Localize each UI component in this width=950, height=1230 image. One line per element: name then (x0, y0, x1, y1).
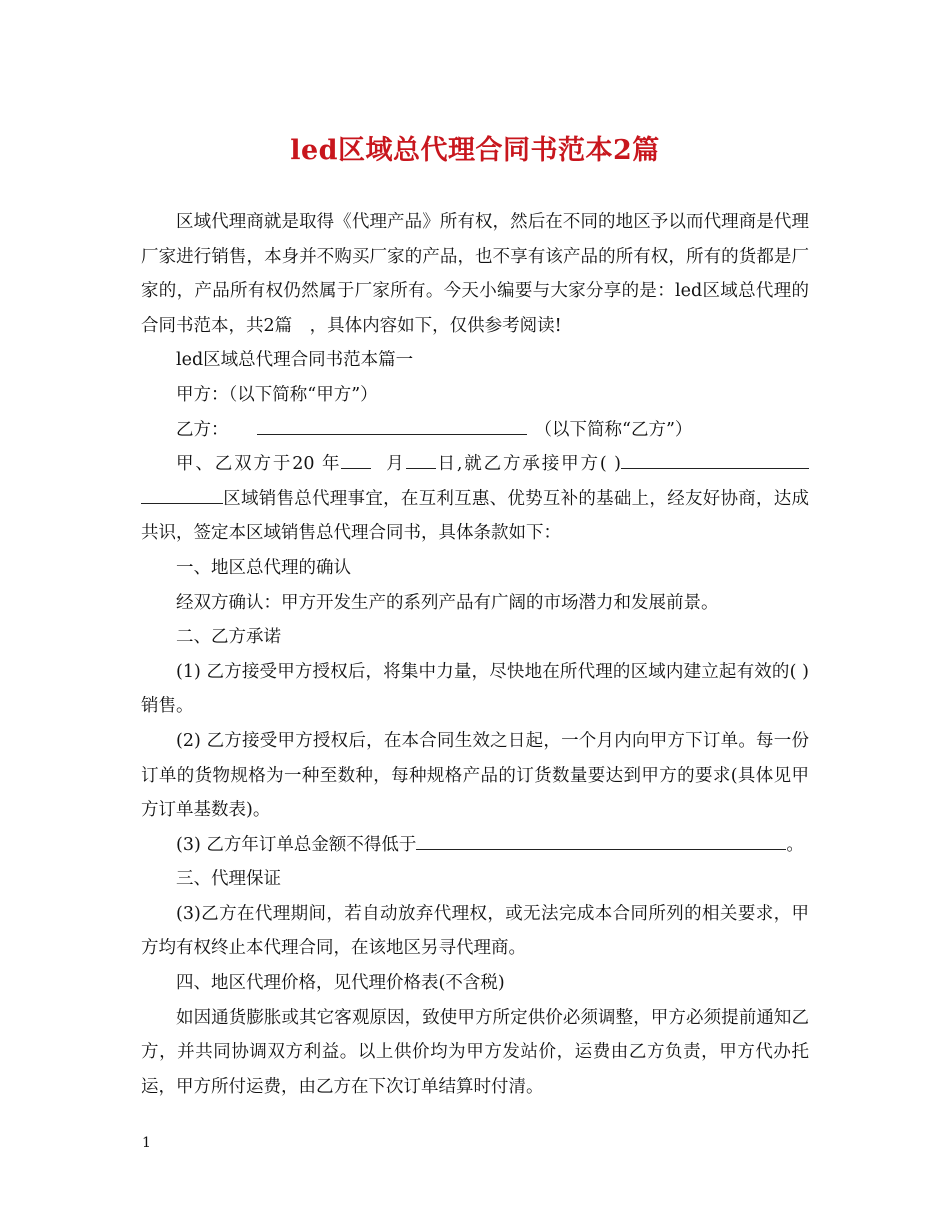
section-2-item-3-text: (3) 乙方年订单总金额不得低于 (176, 834, 417, 855)
party-b-label: 乙方： (176, 419, 229, 440)
section-1-heading: 一、地区总代理的确认 (176, 557, 351, 578)
section-2-item-3 (141, 828, 809, 863)
party-a-line: 甲方：（以下简称“甲方”） (176, 384, 378, 405)
agreement-text-1: 甲、乙双方于20 年 (176, 454, 342, 475)
agreement-text-4: 区域销售总代理事宜，在互利互惠、优势互补的基础上，经友好协商，达成共识，签定本区域销售总代理合同书，具体条款如下： (141, 488, 809, 544)
day-blank (406, 448, 436, 469)
document-title: led区域总代理合同书范本2篇 (290, 135, 660, 166)
section-4-text: 如因通货膨胀或其它客观原因，致使甲方所定供价必须调整，甲方必须提前通知乙方，并共同协调双方利益。以上供价均为甲方发站价，运费由乙方负责，甲方代办托运，甲方所付运费，由乙方在下次订单结算时付清。 (141, 1007, 809, 1097)
section-2-item-3-end: 。 (786, 834, 804, 855)
product-blank (621, 448, 809, 469)
party-b-suffix: （以下简称“乙方”） (534, 419, 693, 440)
agreement-text-3: 日,就乙方承接甲方( ) (435, 454, 621, 475)
region-blank (141, 483, 223, 504)
agreement-paragraph (141, 447, 809, 551)
month-blank (341, 448, 371, 469)
section-2-item-1: (1) 乙方接受甲方授权后，将集中力量，尽快地在所代理的区域内建立起有效的( )销售。 (141, 661, 809, 717)
amount-blank (416, 829, 786, 850)
section-3-heading: 三、代理保证 (176, 869, 281, 890)
agreement-text-2: 月 (386, 454, 406, 475)
intro-paragraph: 区域代理商就是取得《代理产品》所有权，然后在不同的地区予以而代理商是代理厂家进行销售，本身并不购买厂家的产品，也不享有该产品的所有权，所有的货都是厂家的，产品所有权仍然属于厂家所有。今天小编要与大家分享的是：led区域总代理的合同书范本，共2篇 ，具体内容如下，仅供参考阅读! (141, 212, 809, 336)
section-1-text: 经双方确认：甲方开发生产的系列产品有广阔的市场潜力和发展前景。 (176, 592, 719, 613)
page-number: 1 (142, 1135, 151, 1151)
section-4-heading: 四、地区代理价格，见代理价格表(不含税) (176, 973, 505, 994)
section-2-heading: 二、乙方承诺 (176, 627, 281, 648)
section-subtitle: led区域总代理合同书范本篇一 (176, 350, 414, 371)
party-b-line (141, 413, 809, 448)
section-2-item-2: (2) 乙方接受甲方授权后，在本合同生效之日起，一个月内向甲方下订单。每一份订单的货物规格为一种至数种，每种规格产品的订货数量要达到甲方的要求(具体见甲方订单基数表)。 (141, 730, 809, 821)
party-b-blank (257, 414, 527, 435)
document-body (141, 205, 809, 1104)
section-3-item: (3)乙方在代理期间，若自动放弃代理权，或无法完成本合同所列的相关要求，甲方均有权终止本代理合同，在该地区另寻代理商。 (141, 903, 809, 959)
